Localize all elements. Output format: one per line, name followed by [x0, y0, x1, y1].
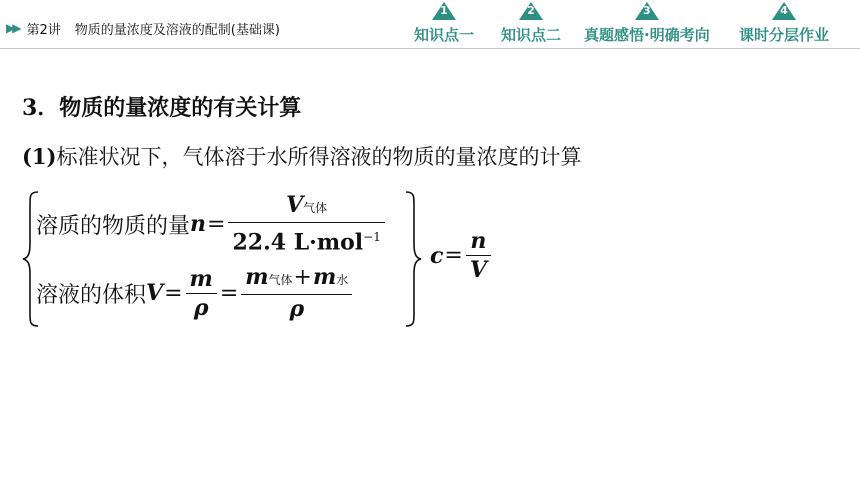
- subsection-heading: [22, 141, 581, 171]
- formula-block: [22, 188, 502, 330]
- subscript-gas: 气体: [303, 201, 328, 215]
- fraction-numerator: n: [470, 228, 487, 254]
- play-icon: ▶▶: [6, 21, 19, 35]
- fraction-denominator: ρ: [193, 294, 209, 321]
- lesson-title: 物质的量浓度及溶液的配制(基础课): [74, 22, 280, 38]
- gas-volume-fraction: [228, 192, 384, 256]
- molar-volume: 22.4 L·mol: [232, 229, 364, 256]
- equals-sign: =: [219, 280, 239, 306]
- nav-number: 3: [643, 4, 651, 17]
- header-bar: [0, 0, 860, 49]
- var-m: m: [245, 264, 269, 290]
- fraction-numerator: [241, 264, 352, 294]
- formula-row-amount: [36, 192, 387, 256]
- nav-label: 真题感悟·明确考向: [584, 26, 710, 44]
- subscript-water: 水: [336, 273, 349, 287]
- nav-label: 知识点二: [501, 26, 562, 44]
- nav-label: 课时分层作业: [739, 26, 830, 44]
- var-c: c: [430, 242, 444, 269]
- fraction-denominator: ρ: [289, 296, 305, 322]
- amount-label: 溶质的物质的量: [36, 213, 191, 239]
- var-m: m: [312, 264, 337, 290]
- formula-concentration: [430, 228, 493, 283]
- subscript-gas: 气体: [268, 273, 293, 287]
- equals-sign: =: [207, 211, 226, 237]
- section-heading: 3．物质的量浓度的有关计算: [22, 95, 302, 121]
- fraction-denominator: V: [469, 257, 487, 283]
- section-nav: [0, 0, 860, 48]
- nav-item-homework[interactable]: [739, 2, 829, 45]
- nav-item-knowledge-2[interactable]: [501, 2, 561, 45]
- right-brace: [406, 192, 421, 326]
- nav-label: 知识点一: [414, 26, 475, 44]
- concentration-fraction: [466, 228, 491, 283]
- total-mass-fraction: [241, 264, 352, 322]
- subsection-text: 标准状况下，气体溶于水所得溶液的物质的量浓度的计算: [56, 145, 582, 169]
- lesson-number: 第2讲: [26, 22, 61, 38]
- fraction-denominator: [228, 223, 384, 256]
- nav-number: 1: [440, 4, 448, 17]
- nav-number: 2: [527, 4, 535, 17]
- equals-sign: =: [164, 280, 183, 306]
- subsection-number: (1): [22, 144, 57, 169]
- nav-item-knowledge-1[interactable]: [414, 2, 474, 45]
- equals-sign: =: [444, 243, 463, 268]
- exponent: −1: [363, 230, 381, 244]
- formula-row-volume: [36, 264, 354, 322]
- var-n: n: [190, 211, 207, 238]
- nav-item-exam-insight[interactable]: [584, 2, 710, 45]
- fraction-numerator: [282, 192, 331, 222]
- plus-sign: +: [293, 265, 312, 290]
- mass-density-fraction: [186, 266, 217, 321]
- fraction-numerator: m: [189, 265, 213, 292]
- var-v: V: [146, 280, 164, 306]
- var-v: V: [286, 192, 304, 218]
- volume-label: 溶液的体积: [36, 282, 147, 308]
- nav-number: 4: [780, 4, 788, 17]
